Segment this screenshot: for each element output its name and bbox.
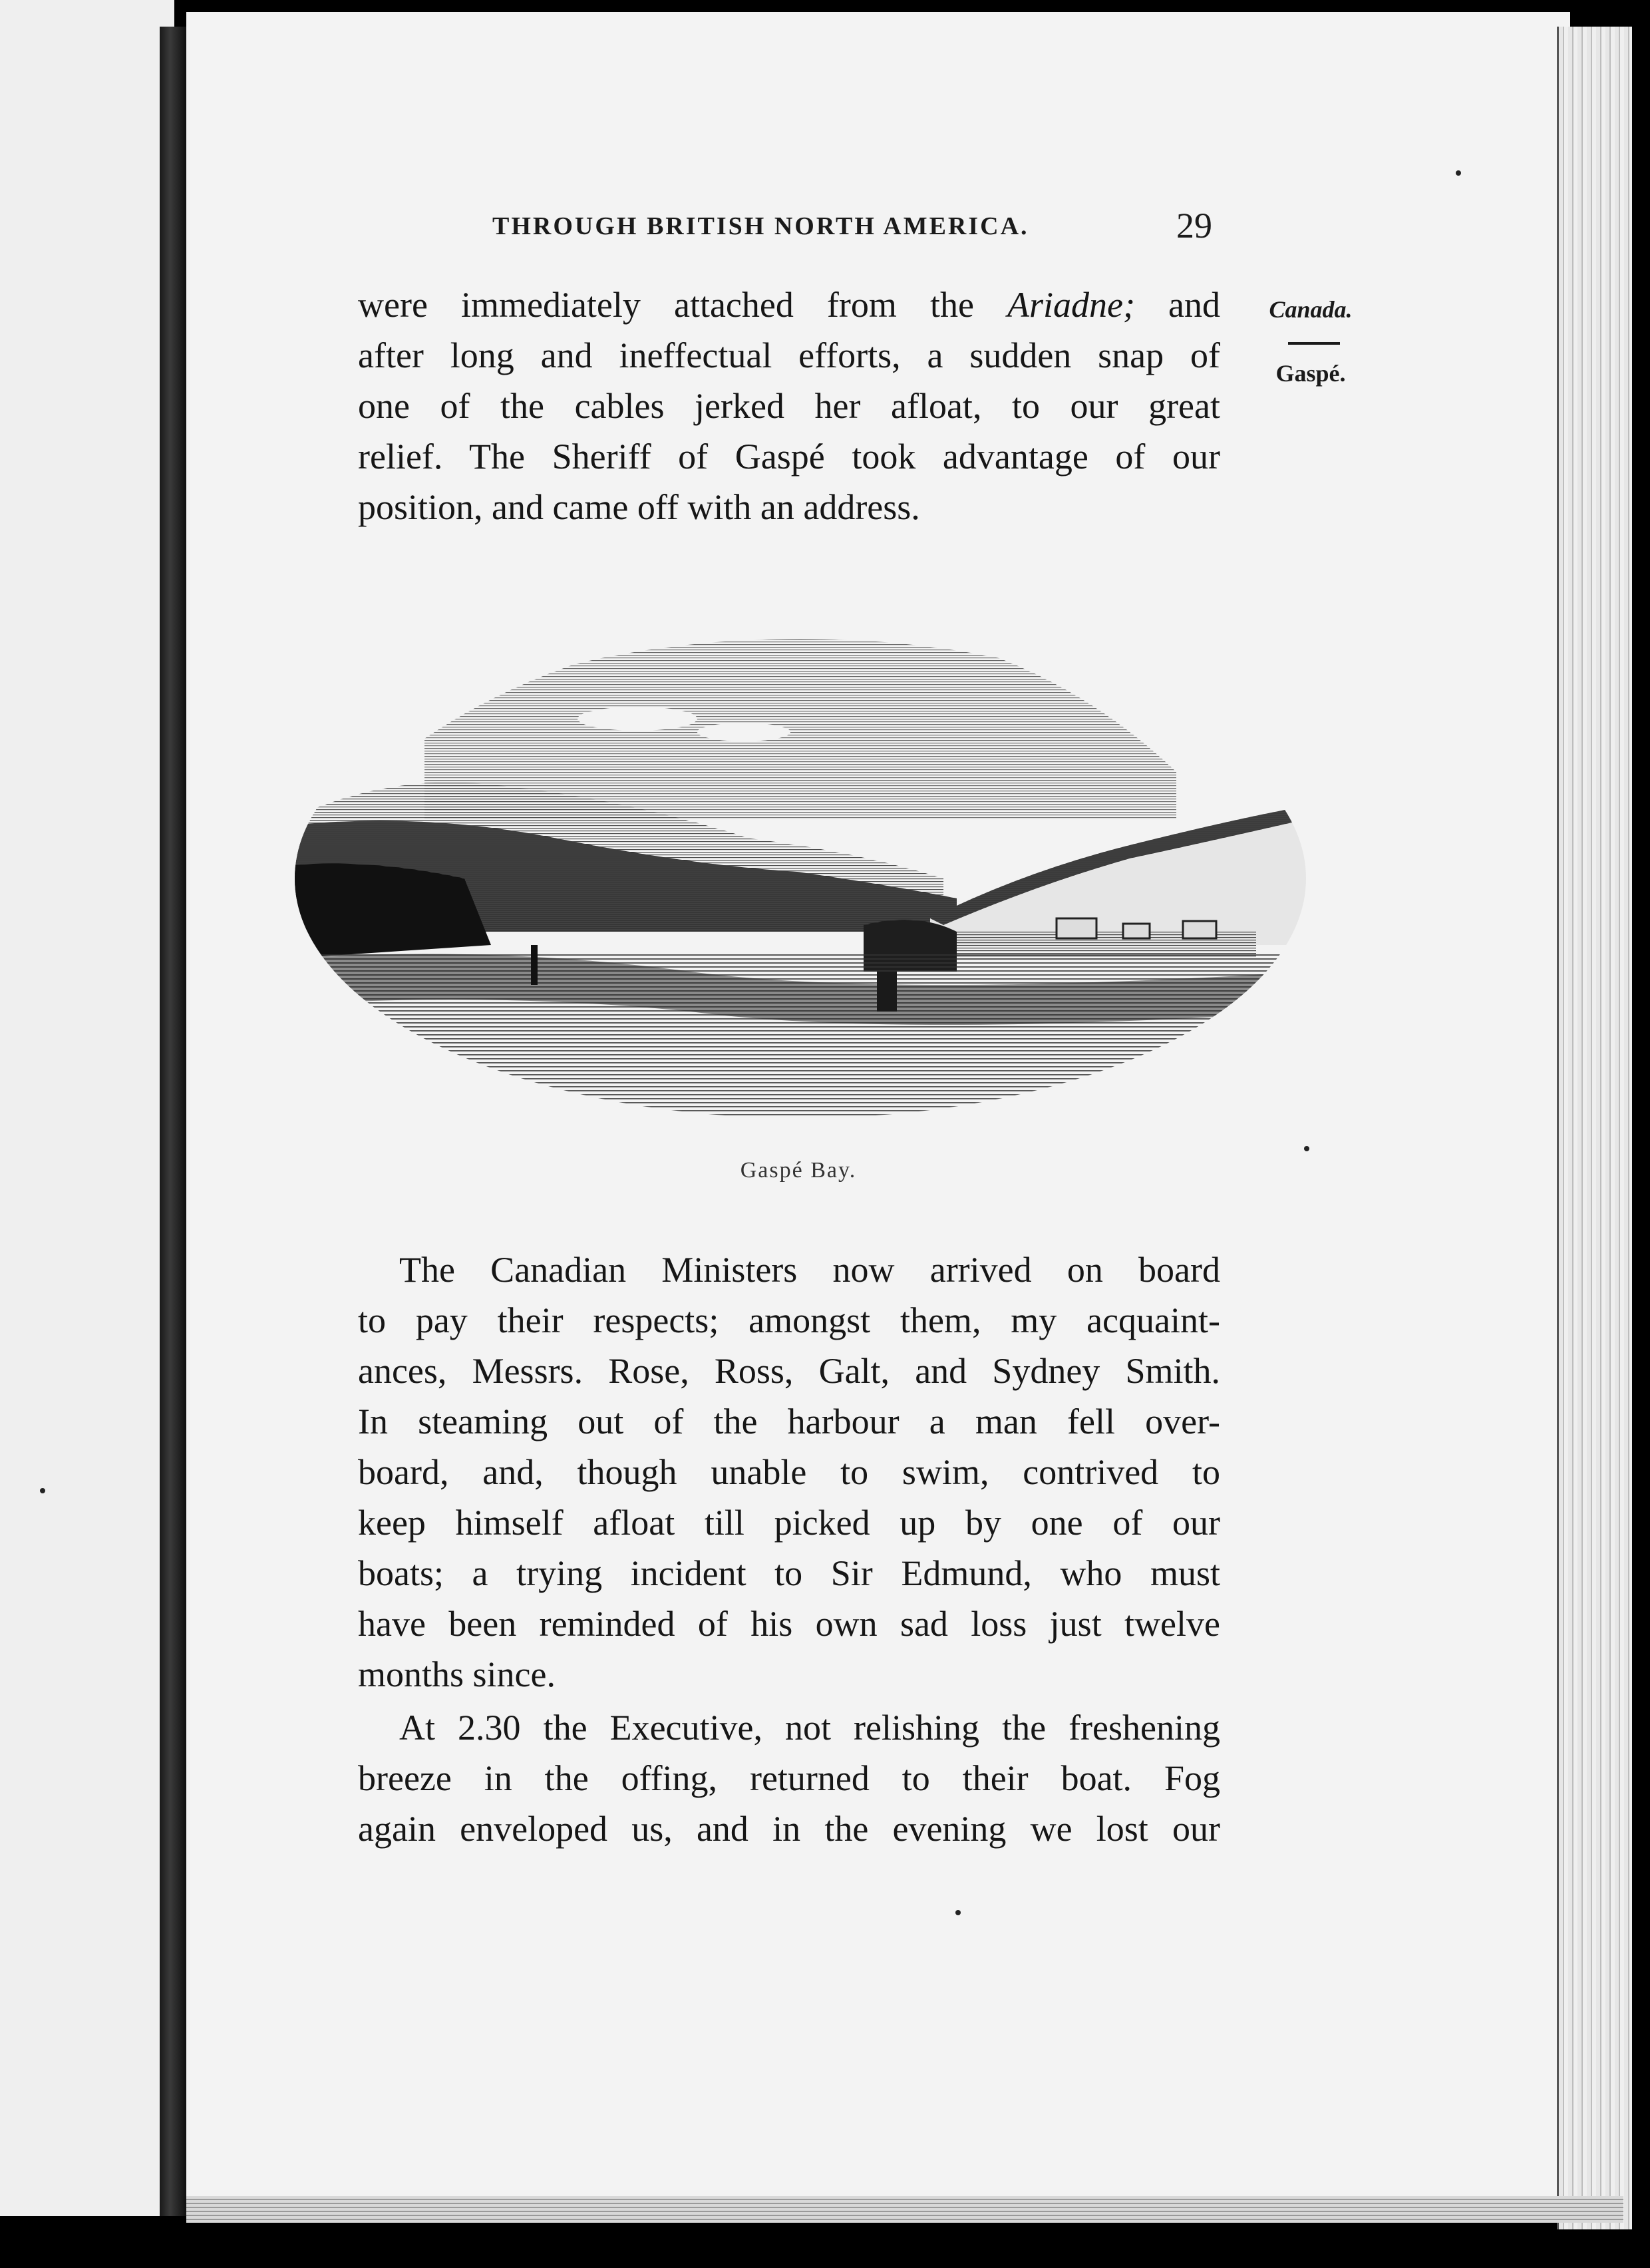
book-gutter [160,27,186,2216]
text-line: again enveloped us, and in the evening we lost our [358,1809,1220,1849]
margin-note-place: Gaspé. [1275,360,1346,387]
paragraph-1 [358,280,1220,532]
text-line: one of the cables jerked her afloat, to our great [358,386,1220,426]
text-line: breeze in the offing, returned to their boat. Fog [358,1758,1220,1798]
text-line: The Canadian Ministers now arrived on board [399,1250,1220,1290]
margin-note-rule [1288,342,1340,345]
text-line: In steaming out of the harbour a man fell over- [358,1402,1220,1441]
illustration-caption: Gaspé Bay. [740,1158,857,1183]
text-line: relief. The Sheriff of Gaspé took advantage of our [358,437,1220,476]
scan-speck [1304,1146,1309,1151]
text-line: position, and came off with an address. [358,487,920,527]
paragraph-2 [358,1244,1220,1700]
scan-speck [955,1910,961,1915]
text-line: months since. [358,1654,556,1694]
page-edges [1557,27,1632,2229]
text-line: boats; a trying incident to Sir Edmund, who must [358,1553,1220,1593]
page-bottom-edge [186,2196,1623,2223]
facing-page [0,0,174,2216]
gaspe-bay-engraving [291,599,1309,1118]
text-line: ances, Messrs. Rose, Ross, Galt, and Sydney Smith. [358,1351,1220,1391]
text-line: keep himself afloat till picked up by one of our [358,1503,1220,1543]
text-line: were immediately attached from the Ariadne; and [358,285,1221,325]
page-number: 29 [1176,206,1212,246]
paragraph-3 [358,1702,1220,1854]
text-line: have been reminded of his own sad loss just twelve [358,1604,1220,1644]
ship-name: Ariadne; [1007,285,1135,325]
text-line: At 2.30 the Executive, not relishing the freshening [399,1708,1220,1748]
text-line: board, and, though unable to swim, contrived to [358,1452,1220,1492]
scan-speck [1456,170,1461,176]
text-line: to pay their respects; amongst them, my acquaint- [358,1300,1220,1340]
margin-note-region: Canada. [1269,296,1353,323]
scan-speck [40,1488,45,1493]
text-line: after long and ineffectual efforts, a sudden snap of [358,335,1220,375]
running-head: THROUGH BRITISH NORTH AMERICA. [492,212,1029,240]
